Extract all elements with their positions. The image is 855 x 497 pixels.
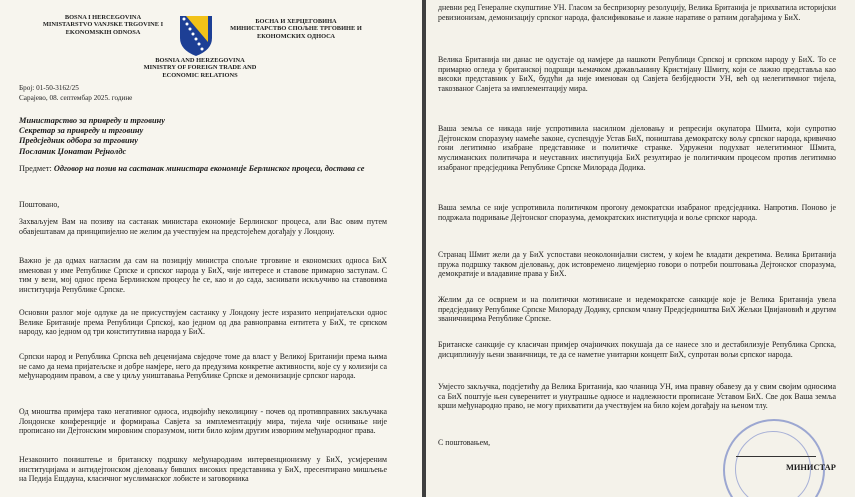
letter-paragraph: Умјесто закључка, подсјетићу да Велика Британија, као чланица УН, има правну обавезу да у свим својим односима са БиХ поштује њен суверенитет и унутрашње односе и надлежности прописане Уставом БиХ. Све док Ваша земља крши међународно право, не могу прихватити да учествујем на било којем догађају на њеном тлу.	[438, 382, 836, 411]
letter-paragraph: Српски народ и Република Српска већ деценијама свједоче томе да власт у Великој Британији према њима не само да нема пријатељске и добре намјере, него да предузима конкретне активности, које су у колизији са међународним правом, а све у циљу уништавања Републике Српске и демонизације српског народа.	[19, 352, 387, 381]
recipient-line: Министарство за привреду и трговину	[19, 116, 166, 125]
header-left-line: MINISTARSTVO VANJSKE TRGOVINE I	[42, 21, 164, 29]
closing: С поштовањем,	[438, 438, 491, 447]
letter-paragraph: Ваша земља се никада није успротивила насилном дјеловању и репресији окупатора Шмита, који супротно Дејтонском споразуму намеће законе, суспендује Устав БиХ, поништава демократску вољу српског народа, кривично гони легитимно изабране представнике и политичке странке. Удружени подухват нелегитимног Шмита, муслиманских политичара и неуставних институција БиХ резултирао је политичким процесом против легитимно изабраног предсједника Републике Српске Милорада Додика.	[438, 124, 836, 172]
subject-text: Одговор на позив на састанак министара економије Берлинског процеса, достава се	[53, 164, 365, 173]
subject-line	[19, 164, 379, 174]
letter-paragraph: Од мноштва примјера тако негативног односа, издвојићу неколицину - почев од противправних закључака Лондонске конференције и формирања Савјета за имплементацију мира, тијела чије оснивање није прописано ни Дејтонским мировним споразумом, нити било којим другим изворним међународног права.	[19, 407, 387, 436]
letter-paragraph: Желим да се осврнем и на политички мотивисане и недемократске санкције које је Велика Британија увела предсједнику Републике Српске Милораду Додику, српском члану Предсједништва БиХ Жељки Цвијановић и другим званичницима Републике Српске.	[438, 295, 836, 324]
header-right-line: ЕКОНОМСКИХ ОДНОСА	[256, 32, 336, 40]
letter-page-left	[0, 0, 422, 497]
header-center-line: ECONOMIC RELATIONS	[162, 71, 238, 79]
letter-paragraph: Велика Британија ни данас не одустаје од намјере да нашкоти Републици Српској и српском народу у БиХ. То се примарно огледа у британској подршци њемачком држављанину Кристијану Шмиту, који се лажно представља као високи представник у БиХ, будући да није именован од Савјета безбједности УН, већ од нелегитимног тијела, такозваног Савјета за имплементацију мира.	[438, 55, 836, 94]
letter-paragraph: дневни ред Генералне скупштине УН. Гласом за беспризорну резолуцију, Велика Британија је прихватила историјски ревизионизам, демонизацију српског народа, фалсификовање и лажне наративе о ратним догађајима у БиХ.	[438, 3, 836, 22]
header-right	[230, 18, 362, 40]
header-right-line: БОСНА И ХЕРЦЕГОВИНА	[255, 18, 337, 25]
document-number: Број: 01-50-3162/25	[19, 84, 79, 92]
letter-paragraph: Основни разлог моје одлуке да не присуствујем састанку у Лондону јесте изразито непријатељски однос Велике Британије према Републици Српској, као једном од два равноправна ентитета у БиХ, те српском народу, као једном од три конститутивна народа у БиХ.	[19, 308, 387, 337]
signature-line	[736, 456, 816, 457]
recipients-block	[19, 116, 165, 157]
letter-paragraph: Ваша земља се није успротивила политичком прогону демократски изабраног предсједника. Напротив. Поново је подржала подривање Дејтонског споразума, демократских институција и воље српског народа.	[438, 203, 836, 222]
header-left-line: BOSNA I HERCEGOVINA	[64, 14, 142, 21]
recipient-line: Секретар за привреду и трговину	[19, 126, 144, 136]
document-date: Сарајево, 08. септембар 2025. године	[19, 94, 133, 102]
letter-paragraph: Важно је да одмах нагласим да сам на позицију министра спољне трговине и економских односа БиХ именован у име Републике Српске и српског народа у БиХ, чије интересе и ставове примарно заступам. С тим у вези, мој однос према Берлинском процесу he се, као и до сада, заснивати искључиво на ставовима институција Републике Српске.	[19, 256, 387, 295]
coat-of-arms-icon	[178, 14, 214, 58]
letter-paragraph: Странац Шмит жели да у БиХ успостави неоколонијални систем, у којем ће владати декретима. Велика Британија пружа подршку таквом дјеловању, док истовремено лицемјерно говори о потреби поштовања Дејтонског споразума, демократије и владавине права у БиХ.	[438, 250, 836, 279]
header-center-line: BOSNIA AND HERZEGOVINA	[155, 57, 245, 64]
official-stamp	[723, 419, 825, 497]
recipient-line: Посланик Џонатан Рејнолдс	[19, 146, 127, 156]
letter-paragraph: Британске санкције су класичан примјер очајничких покушаја да се нанесе зло и дестабилизује Република Српска, дисциплинују њени званичници, те да се наметне унитарни концепт БиХ, супротан вољи српског народа.	[438, 340, 836, 359]
header-left	[38, 14, 168, 36]
header-center	[130, 57, 270, 79]
letter-paragraph: Незаконито поништење и британску подршку међународним интервенционизму у БиХ, усмјереним институцијама и антидејтонском дјеловању бивших високих представника у БиХ, пресентирано мишљење на Педија Ешдауна, класичног муслиманског лобисте и заговорника	[19, 455, 387, 484]
header-left-line: EKONOMSKIH ODNOSA	[65, 28, 141, 36]
signature-title: МИНИСТАР	[786, 463, 836, 472]
subject-label: Предмет:	[19, 164, 52, 173]
salutation: Поштовано,	[19, 200, 60, 209]
letter-page-right	[426, 0, 855, 497]
letter-paragraph: Захваљујем Вам на позиву на састанак министара економије Берлинског процеса, али Вас овим путем обавјештавам да принципијелно не желим да учествујем на предстојећем догађају у Лондону.	[19, 217, 387, 236]
header-right-line: МИНИСТАРСТВО СПОЉНЕ ТРГОВИНЕ И	[230, 25, 362, 33]
recipient-line: Предсједник одбора за трговину	[19, 136, 138, 146]
header-center-line: MINISTRY OF FOREIGN TRADE AND	[143, 64, 257, 72]
